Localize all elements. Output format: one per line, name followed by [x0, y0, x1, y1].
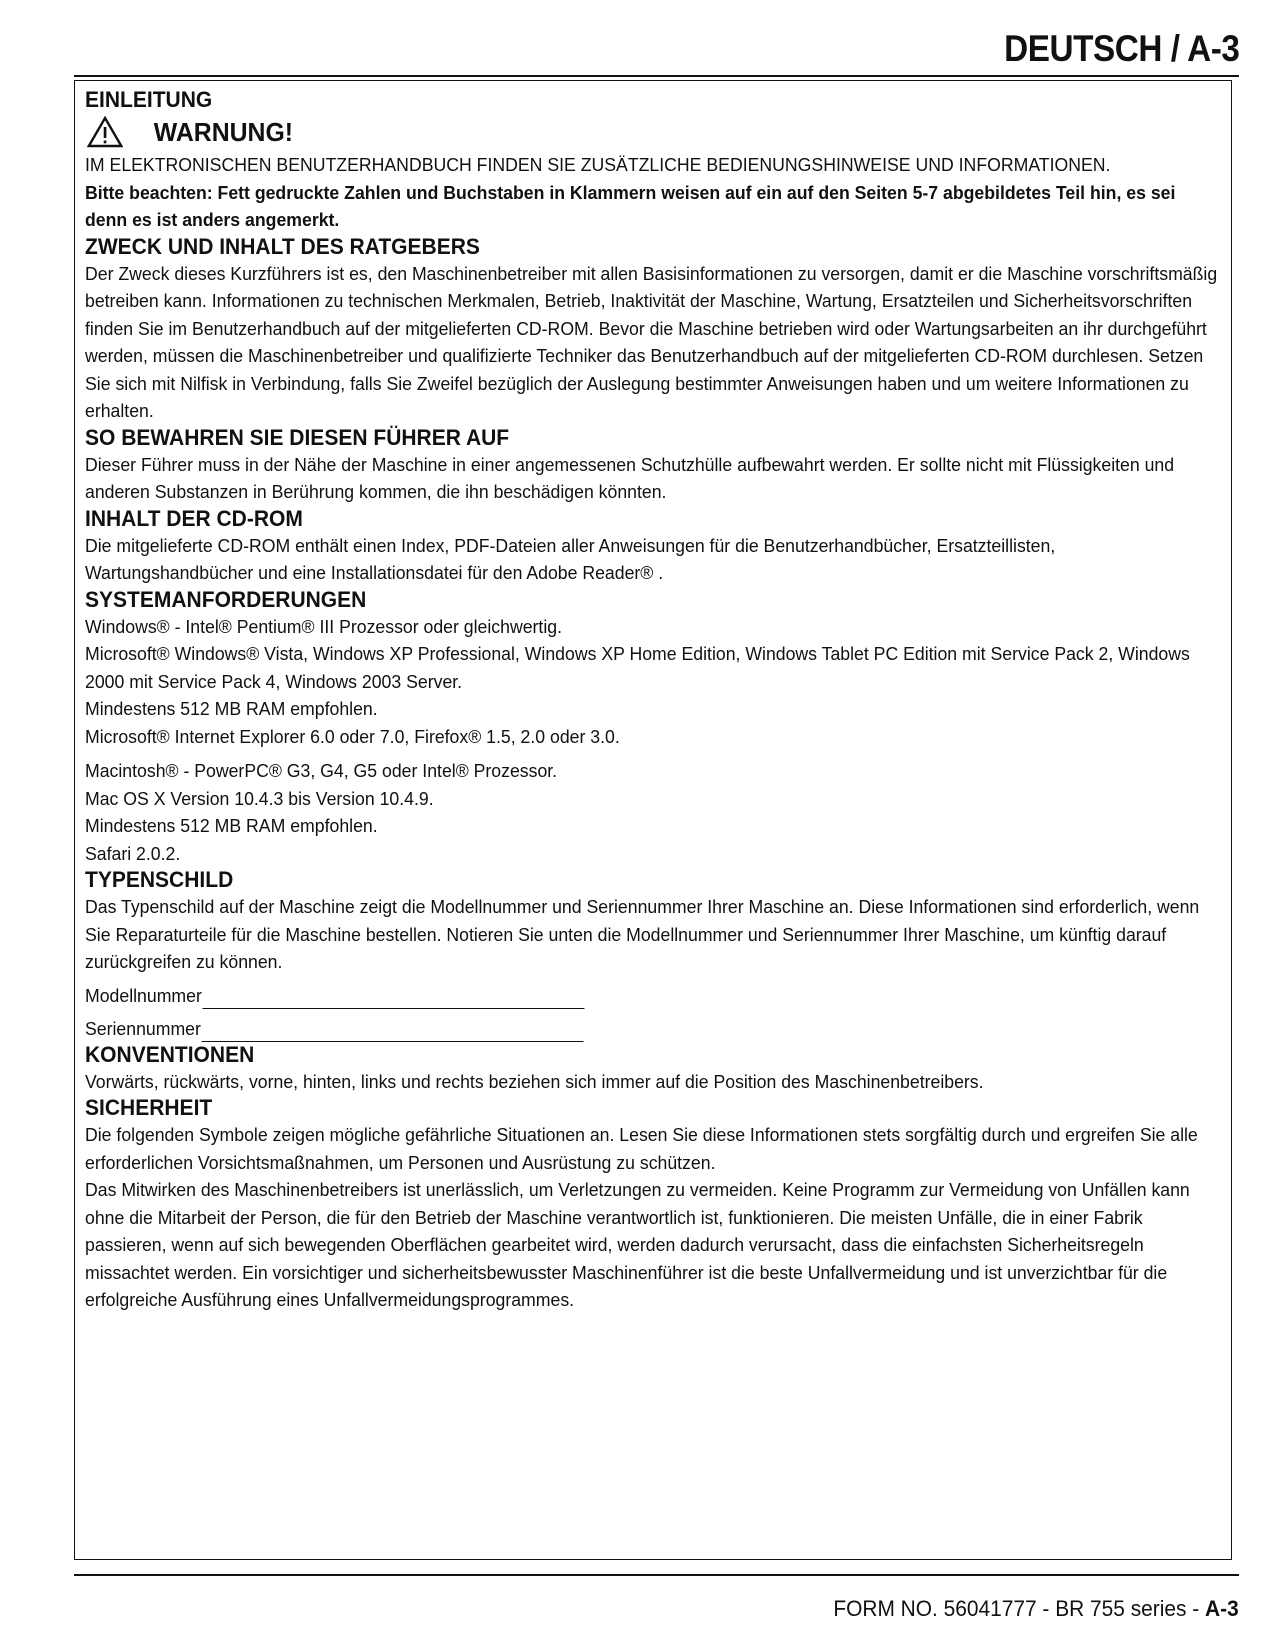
system-windows-line: Mindestens 512 MB RAM empfohlen. [85, 698, 378, 719]
nameplate-text: Das Typenschild auf der Maschine zeigt die Modellnummer und Seriennummer Ihrer Maschine an. Diese Informationen sind erforderlich, wenn Sie Reparaturteile für die Maschine bestellen. Notieren Sie unten die Modellnummer und Seriennummer Ihrer Maschine, um künftig darauf zurückgreifen zu können. [85, 896, 1200, 972]
note-text: Bitte beachten: Fett gedruckte Zahlen und Buchstaben in Klammern weisen auf ein auf den Seiten 5-7 abgebildetes Teil hin, es sei denn es ist anders angemerkt. [85, 181, 1176, 230]
heading-aufbewahren: SO BEWAHREN SIE DIESEN FÜHRER AUF [85, 424, 510, 450]
spacer [85, 750, 1221, 757]
header-rule [74, 75, 1239, 77]
serial-number-field [85, 1009, 1221, 1042]
storage-text: Dieser Führer muss in der Nähe der Maschine in einer angemessenen Schutzhülle aufbewahrt werden. Er sollte nicht mit Flüssigkeiten und anderen Substanzen in Berührung kommen, die ihn beschädigen könnten. [85, 453, 1175, 502]
purpose-text: Der Zweck dieses Kurzführers ist es, den Maschinenbetreiber mit allen Basisinformationen zu versorgen, damit er die Maschine vorschriftsmäßig betreiben kann. Informationen zu technischen Merkmalen, Betrieb, Inaktivität der Maschine, Wartung, Ersatzteilen und Sicherheitsvorschriften finden Sie im Benutzerhandbuch auf der mitgelieferten CD-ROM. Bevor die Maschine betrieben wird oder Wartungsarbeiten an ihr durchgeführt werden, müssen die Maschinenbetreiber und qualifizierte Techniker das Benutzerhandbuch auf der mitgelieferten CD-ROM durchlesen. Setzen Sie sich mit Nilfisk in Verbindung, falls Sie Zweifel bezüglich der Auslegung bestimmter Anweisungen haben und um weitere Informationen zu erhalten. [85, 262, 1218, 421]
warning-title: WARNUNG! [153, 116, 294, 147]
warning-text: IM ELEKTRONISCHEN BENUTZERHANDBUCH FINDEN SIE ZUSÄTZLICHE BEDIENUNGSHINWEISE UND INFORMATIONEN. [85, 154, 1111, 175]
heading-konventionen: KONVENTIONEN [85, 1041, 255, 1067]
footer-form-text: FORM NO. 56041777 - BR 755 series - [833, 1596, 1206, 1621]
content-box [74, 80, 1232, 1560]
system-windows-line: Microsoft® Windows® Vista, Windows XP Professional, Windows XP Home Edition, Windows Tablet PC Edition mit Service Pack 2, Windows 2000 mit Service Pack 4, Windows 2003 Server. [85, 643, 1190, 692]
footer-page-number: A-3 [1205, 1596, 1239, 1621]
system-mac-line: Safari 2.0.2. [85, 842, 181, 864]
serial-number-line [202, 1021, 584, 1042]
system-mac-line: Mindestens 512 MB RAM empfohlen. [85, 815, 378, 836]
model-number-label: Modellnummer [85, 984, 202, 1006]
heading-sicherheit: SICHERHEIT [85, 1095, 213, 1120]
heading-systemanforderungen: SYSTEMANFORDERUNGEN [85, 586, 367, 612]
model-number-field [85, 976, 1221, 1009]
warning-triangle-icon [87, 116, 123, 148]
safety-text-2: Das Mitwirken des Maschinenbetreibers ist unerlässlich, um Verletzungen zu vermeiden. Keine Programm zur Vermeidung von Unfällen kann ohne die Mitarbeit der Person, die für den Betrieb der Maschine verantwortlich ist, funktionieren. Die meisten Unfälle, die in einer Fabrik passieren, wenn auf sich bewegenden Oberflächen gearbeitet wird, werden dadurch verursacht, dass die einfachsten Sicherheitsregeln missachtet werden. Ein vorsichtiger und sicherheitsbewusster Maschinenführer ist die beste Unfallvermeidung und ist unverzichtbar für die erfolgreiche Ausführung eines Unfallvermeidungsprogrammes. [85, 1179, 1190, 1310]
heading-cdrom: INHALT DER CD-ROM [85, 505, 303, 531]
system-windows-line: Windows® - Intel® Pentium® III Prozessor oder gleichwertig. [85, 615, 562, 637]
cdrom-text: Die mitgelieferte CD-ROM enthält einen Index, PDF-Dateien aller Anweisungen für die Benutzerhandbücher, Ersatzteillisten, Wartungshandbücher und eine Installationsdatei für den Adobe Reader® . [85, 534, 1056, 583]
heading-einleitung: EINLEITUNG [85, 87, 213, 112]
warning-row [85, 113, 1221, 151]
heading-zweck: ZWECK UND INHALT DES RATGEBERS [85, 233, 480, 259]
footer-rule [74, 1574, 1239, 1576]
page-header-title: DEUTSCH / A-3 [1003, 28, 1239, 69]
heading-typenschild: TYPENSCHILD [85, 867, 234, 892]
model-number-line [203, 988, 585, 1009]
safety-text-1: Die folgenden Symbole zeigen mögliche gefährliche Situationen an. Lesen Sie diese Informationen stets sorgfältig durch und ergreifen Sie alle erforderlichen Vorsichtsmaßnahmen, um Personen und Ausrüstung zu schützen. [85, 1124, 1198, 1173]
system-mac-line: Macintosh® - PowerPC® G3, G4, G5 oder Intel® Prozessor. [85, 760, 558, 781]
system-windows-line: Microsoft® Internet Explorer 6.0 oder 7.0, Firefox® 1.5, 2.0 oder 3.0. [85, 725, 620, 747]
serial-number-label: Seriennummer [85, 1017, 201, 1039]
content-inner [85, 87, 1221, 1314]
system-mac-line: Mac OS X Version 10.4.3 bis Version 10.4.9. [85, 787, 434, 809]
page-footer [834, 1596, 1239, 1622]
conventions-text: Vorwärts, rückwärts, vorne, hinten, links und rechts beziehen sich immer auf die Position des Maschinenbetreibers. [85, 1070, 984, 1092]
